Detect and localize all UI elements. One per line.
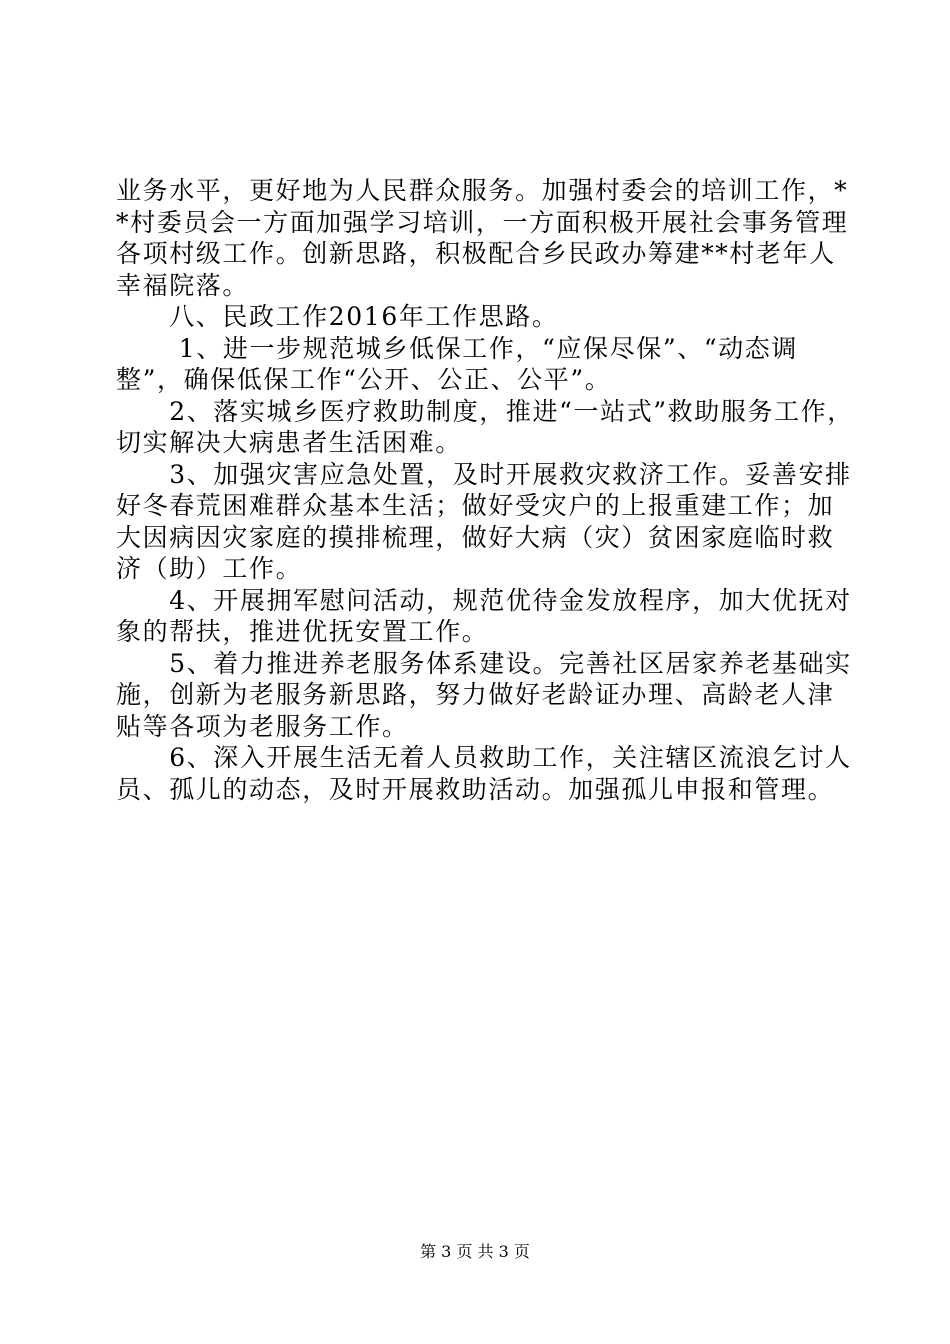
body-text bbox=[116, 175, 854, 805]
text-line: 切实解决大病患者生活困难。 bbox=[116, 428, 462, 457]
section-heading: 八、民政工作2016年工作思路。 bbox=[116, 302, 559, 331]
text-line: 3、加强灾害应急处置，及时开展救灾救济工作。妥善安排 bbox=[116, 459, 852, 489]
text-line: 5、着力推进养老服务体系建设。完善社区居家养老基础实 bbox=[116, 648, 852, 678]
text-line: 象的帮扶，推进优抚安置工作。 bbox=[116, 617, 489, 646]
text-line: 整”，确保低保工作“公开、公正、公平”。 bbox=[116, 365, 612, 394]
text-line: 施，创新为老服务新思路，努力做好老龄证办理、高龄老人津 bbox=[116, 680, 835, 709]
text-line: 业务水平，更好地为人民群众服务。加强村委会的培训工作，* bbox=[116, 176, 849, 205]
text-line: 1、进一步规范城乡低保工作，“应保尽保”、“动态调 bbox=[116, 333, 798, 363]
text-line: 4、开展拥军慰问活动，规范优待金发放程序，加大优抚对 bbox=[116, 585, 852, 615]
text-line: 济（助）工作。 bbox=[116, 554, 303, 583]
text-line: *村委员会一方面加强学习培训，一方面积极开展社会事务管理 bbox=[116, 207, 849, 237]
text-line: 好冬春荒困难群众基本生活；做好受灾户的上报重建工作；加 bbox=[116, 491, 835, 520]
text-line: 6、深入开展生活无着人员救助工作，关注辖区流浪乞讨人 bbox=[116, 743, 852, 772]
text-line: 大因病因灾家庭的摸排梳理，做好大病（灾）贫困家庭临时救 bbox=[116, 522, 835, 552]
text-line: 贴等各项为老服务工作。 bbox=[116, 711, 409, 741]
text-line: 各项村级工作。创新思路，积极配合乡民政办筹建**村老年人 bbox=[116, 239, 836, 268]
text-line: 2、落实城乡医疗救助制度，推进“一站式”救助服务工作， bbox=[116, 396, 854, 426]
page-footer: 第 3 页 共 3 页 bbox=[420, 1242, 530, 1261]
text-line: 员、孤儿的动态，及时开展救助活动。加强孤儿申报和管理。 bbox=[116, 774, 835, 804]
text-line: 幸福院落。 bbox=[116, 270, 250, 300]
